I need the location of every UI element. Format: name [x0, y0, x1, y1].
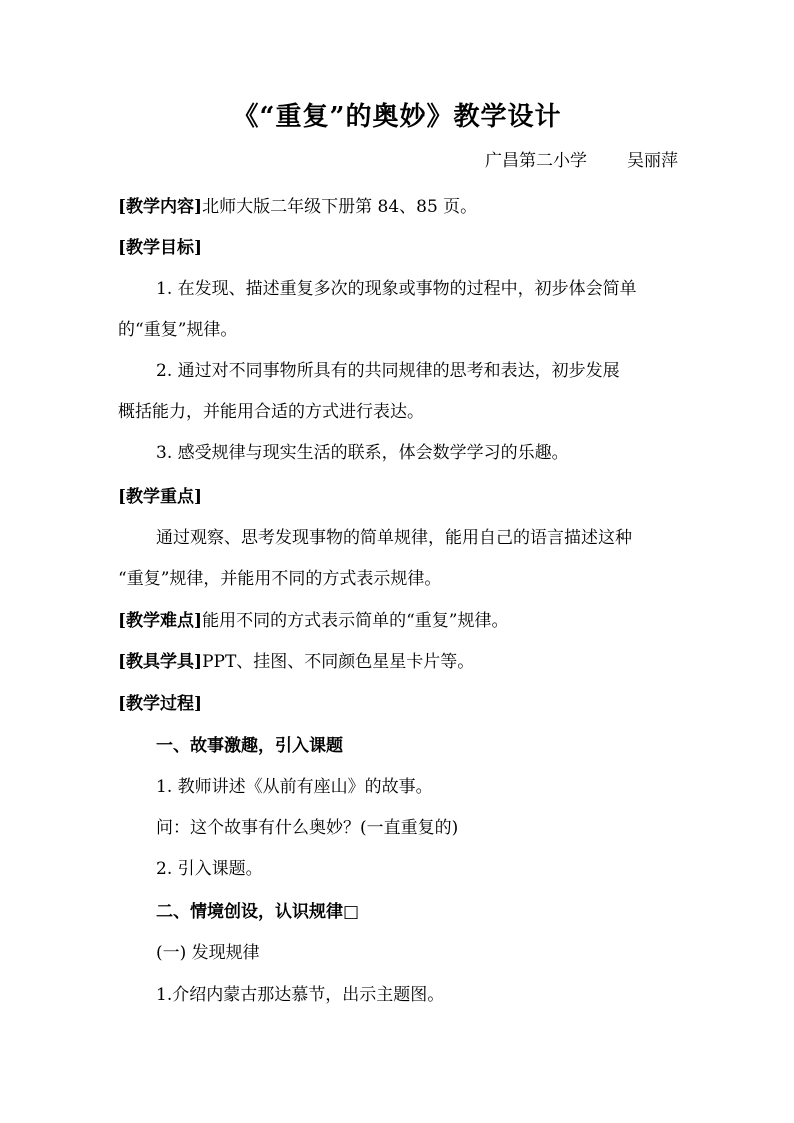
section-1-question: 问：这个故事有什么奥妙？(一直重复的) [156, 818, 459, 838]
goals-heading: [教学目标] [118, 238, 203, 258]
section-1-item-2: 2. 引入课题。 [156, 859, 263, 879]
goal-2-line-1: 2. 通过对不同事物所具有的共同规律的思考和表达，初步发展 [156, 361, 620, 381]
tools-line [118, 647, 474, 672]
author-line [485, 146, 678, 171]
content-label: [教学内容] [118, 197, 203, 217]
section-1-item-1: 1. 教师讲述《从前有座山》的故事。 [156, 777, 433, 797]
goal-1-line-1: 1. 在发现、描述重复多次的现象或事物的过程中，初步体会简单 [156, 279, 637, 299]
tools-text: PPT、挂图、不同颜色星星卡片等。 [202, 652, 475, 672]
section-2-subheading: (一) 发现规律 [156, 943, 260, 963]
key-line-2: “重复”规律，并能用不同的方式表示规律。 [118, 569, 442, 589]
difficulty-text: 能用不同的方式表示简单的“重复”规律。 [202, 611, 509, 631]
difficulty-line [118, 606, 508, 631]
goal-2-line-2: 概括能力，并能用合适的方式进行表达。 [118, 402, 424, 422]
section-2-heading: 二、情境创设，认识规律□ [156, 902, 360, 922]
document-title: 《“重复”的奥妙》教学设计 [232, 102, 562, 132]
key-heading: [教学重点] [118, 487, 203, 507]
key-line-1: 通过观察、思考发现事物的简单规律，能用自己的语言描述这种 [156, 528, 632, 548]
goal-1-line-2: 的“重复”规律。 [118, 320, 238, 340]
tools-label: [教具学具] [118, 652, 203, 672]
content-text: 北师大版二年级下册第 84、85 页。 [202, 197, 478, 217]
goal-3: 3. 感受规律与现实生活的联系，体会数学学习的乐趣。 [156, 443, 569, 463]
school-name: 广昌第二小学 [485, 151, 587, 171]
process-heading: [教学过程] [118, 694, 203, 714]
section-2-item-1: 1.介绍内蒙古那达慕节，出示主题图。 [156, 985, 445, 1005]
section-1-heading: 一、故事激趣，引入课题 [156, 736, 343, 756]
content-line [118, 192, 477, 217]
author-name: 吴丽萍 [627, 151, 678, 171]
difficulty-label: [教学难点] [118, 611, 203, 631]
